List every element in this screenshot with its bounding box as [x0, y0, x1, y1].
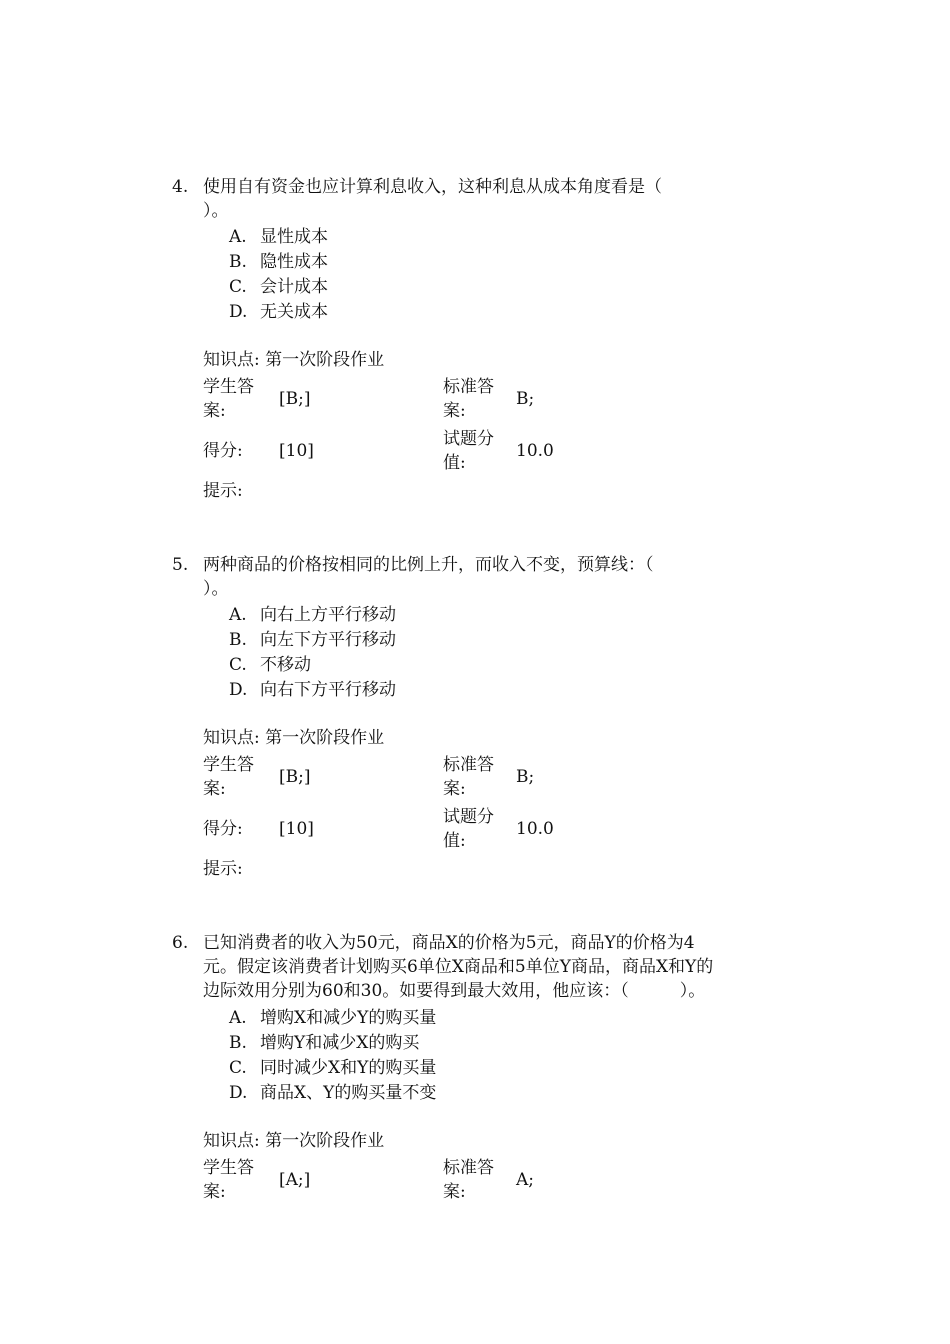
question-text [203, 175, 803, 223]
label-line: 案: [443, 779, 466, 799]
hint-label: 提示: [203, 481, 243, 501]
option-text: 同时减少X和Y的购买量 [260, 1058, 437, 1078]
option-letter: C. [229, 655, 247, 675]
question-value: 10.0 [516, 441, 554, 461]
option-letter: B. [229, 630, 247, 650]
option-text: 向左下方平行移动 [260, 630, 396, 650]
option-b [229, 250, 328, 274]
option-d [229, 678, 396, 702]
option-c [229, 275, 328, 299]
question-text-line-2: ）。 [203, 579, 229, 599]
knowledge-point: 知识点: 第一次阶段作业 [203, 1131, 385, 1151]
option-text: 增购Y和减少X的购买 [260, 1033, 420, 1053]
question-text-line-1: 使用自有资金也应计算利息收入，这种利息从成本角度看是（ [203, 177, 662, 197]
standard-answer-label [443, 1156, 505, 1204]
standard-answer: A; [516, 1170, 535, 1190]
option-letter: D. [229, 1083, 248, 1103]
standard-answer-label [443, 753, 505, 801]
option-letter: D. [229, 680, 248, 700]
student-answer-label [203, 375, 265, 423]
student-answer-label [203, 753, 265, 801]
label-line: 标准答 [443, 377, 494, 397]
knowledge-point: 知识点: 第一次阶段作业 [203, 350, 385, 370]
option-letter: C. [229, 1058, 247, 1078]
label-line: 学生答 [203, 1158, 254, 1178]
score: [10] [279, 441, 314, 461]
option-a [229, 225, 328, 249]
standard-answer: B; [516, 389, 535, 409]
label-line: 试题分 [443, 429, 494, 449]
question-text-line-1: 已知消费者的收入为50元，商品X的价格为5元，商品Y的价格为4 [203, 933, 695, 953]
student-answer-label [203, 1156, 265, 1204]
question-text-line-2: 元。假定该消费者计划购买6单位X商品和5单位Y商品，商品X和Y的 [203, 957, 714, 977]
hint-label: 提示: [203, 859, 243, 879]
question-text-line-3: 边际效用分别为60和30。如要得到最大效用，他应该：（ ）。 [203, 981, 706, 1001]
option-letter: A. [229, 605, 247, 625]
score-label: 得分: [203, 819, 243, 839]
option-text: 无关成本 [260, 302, 328, 322]
option-letter: A. [229, 227, 247, 247]
option-text: 向右上方平行移动 [260, 605, 396, 625]
question-value: 10.0 [516, 819, 554, 839]
label-line: 案: [203, 779, 226, 799]
option-letter: A. [229, 1008, 247, 1028]
question-text [203, 931, 803, 1003]
score-label: 得分: [203, 441, 243, 461]
label-line: 学生答 [203, 755, 254, 775]
question-value-label [443, 427, 505, 475]
student-answer: [A;] [279, 1170, 311, 1190]
option-a [229, 603, 396, 627]
label-line: 标准答 [443, 755, 494, 775]
student-answer: [B;] [279, 767, 311, 787]
option-text: 隐性成本 [260, 252, 328, 272]
option-d [229, 300, 328, 324]
label-line: 案: [443, 401, 466, 421]
question-text-line-1: 两种商品的价格按相同的比例上升，而收入不变，预算线：（ [203, 555, 654, 575]
option-a [229, 1006, 436, 1030]
option-letter: B. [229, 252, 247, 272]
label-line: 案: [203, 1182, 226, 1202]
label-line: 值: [443, 831, 466, 851]
option-letter: D. [229, 302, 248, 322]
knowledge-point: 知识点: 第一次阶段作业 [203, 728, 385, 748]
option-text: 向右下方平行移动 [260, 680, 396, 700]
question-number: 4. [172, 177, 189, 197]
score: [10] [279, 819, 314, 839]
option-text: 商品X、Y的购买量不变 [260, 1083, 437, 1103]
question-text-line-2: ）。 [203, 201, 229, 221]
option-text: 会计成本 [260, 277, 328, 297]
option-letter: B. [229, 1033, 247, 1053]
option-text: 增购X和减少Y的购买量 [260, 1008, 437, 1028]
label-line: 案: [443, 1182, 466, 1202]
label-line: 标准答 [443, 1158, 494, 1178]
student-answer: [B;] [279, 389, 311, 409]
question-number: 6. [172, 933, 189, 953]
option-c [229, 653, 311, 677]
option-b [229, 628, 396, 652]
option-d [229, 1081, 436, 1105]
question-text [203, 553, 803, 601]
question-value-label [443, 805, 505, 853]
label-line: 值: [443, 453, 466, 473]
option-letter: C. [229, 277, 247, 297]
option-c [229, 1056, 436, 1080]
option-text: 显性成本 [260, 227, 328, 247]
standard-answer: B; [516, 767, 535, 787]
label-line: 试题分 [443, 807, 494, 827]
option-text: 不移动 [260, 655, 311, 675]
option-b [229, 1031, 419, 1055]
standard-answer-label [443, 375, 505, 423]
label-line: 学生答 [203, 377, 254, 397]
label-line: 案: [203, 401, 226, 421]
question-number: 5. [172, 555, 189, 575]
